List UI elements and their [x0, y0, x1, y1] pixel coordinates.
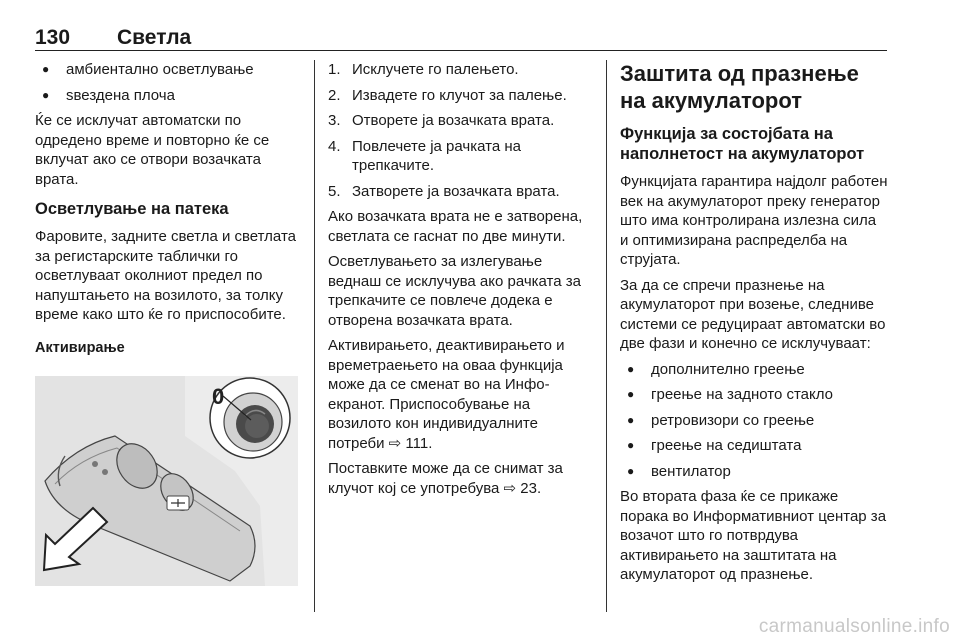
paragraph: Фаровите, задните светла и светлата за регистарските таблички го осветлуваат околниот предел по напуштањето на возилото, за толку време како што ќе го приспособите.	[35, 228, 296, 323]
list-item: ● амбиентално осветлување	[35, 60, 303, 80]
watermark: carmanualsonline.info	[758, 616, 950, 637]
list-item: ● вентилатор	[620, 462, 888, 482]
chapter-title: Светла	[117, 26, 192, 49]
reduced-systems-list	[620, 360, 888, 482]
paragraph: Активирањето, деактивирањето и времетраењето на оваа функција може да се сменат во на Инфо-екранот. Приспособување на возилото кон индивидуалните потреби ⇨ 111.	[328, 337, 565, 452]
list-item: ● sвездена плоча	[35, 86, 303, 106]
column-right	[620, 60, 888, 591]
list-item: ● дополнително греење	[620, 360, 888, 380]
column-left	[35, 60, 303, 370]
list-item: 2. Извадете го клучот за палење.	[328, 86, 567, 104]
list-item: 1. Исклучете го палењето.	[328, 61, 519, 78]
column-middle	[328, 60, 596, 504]
list-item: ● греење на задното стакло	[620, 385, 888, 405]
turn-signal-lever-illustration	[35, 376, 298, 586]
list-item: 4. Повлечете ја рачката на трепкачите.	[328, 137, 521, 174]
paragraph: Ако возачката врата не е затворена, светлата се гаснат по две минути.	[328, 208, 583, 245]
column-divider	[606, 60, 607, 612]
page-header	[35, 22, 887, 51]
paragraph: Поставките може да се снимат за клучот кој се употребува ⇨ 23.	[328, 460, 563, 497]
paragraph: Осветлувањето за излегување веднаш се исклучува ако рачката за трепкачите се повлече додека е отворена возачката врата.	[328, 253, 581, 329]
list-item: 5. Затворете ја возачката врата.	[328, 182, 560, 200]
subheading-activation: Активирање	[35, 339, 125, 356]
activation-steps	[328, 60, 596, 201]
list-item: 3. Отворете ја возачката врата.	[328, 112, 555, 129]
list-item: ● греење на седиштата	[620, 436, 888, 456]
section-heading-path-lighting: Осветлување на патека	[35, 200, 229, 218]
subheading-charge-state: Функција за состојбата на наполнетост на акумулаторот	[620, 125, 865, 163]
feature-list	[35, 60, 303, 105]
paragraph: Функцијата гарантира најдолг работен век на акумулаторот преку генератор што има контролирана излезна сила и оптимизирана распределба на струјата.	[620, 173, 888, 268]
column-divider	[314, 60, 315, 612]
section-title-battery-protection: Заштита од празнење на акумулаторот	[620, 61, 859, 113]
figure-label-zero: 0	[212, 384, 225, 409]
paragraph: Ќе се исклучат автоматски по одредено време и повторно ќе се вклучат ако се отвори возачката врата.	[35, 112, 270, 188]
paragraph: Во втората фаза ќе се прикаже порака во Информативниот центар за возачот што го потврдува активирањето на заштитата на акумулаторот од празнење.	[620, 488, 887, 583]
page-number: 130	[35, 26, 71, 49]
paragraph: За да се спречи празнење на акумулаторот при возење, следниве системи се редуцираат автоматски во две фази и конечно се исклучуваат:	[620, 276, 886, 352]
list-item: ● ретровизори со греење	[620, 411, 888, 431]
